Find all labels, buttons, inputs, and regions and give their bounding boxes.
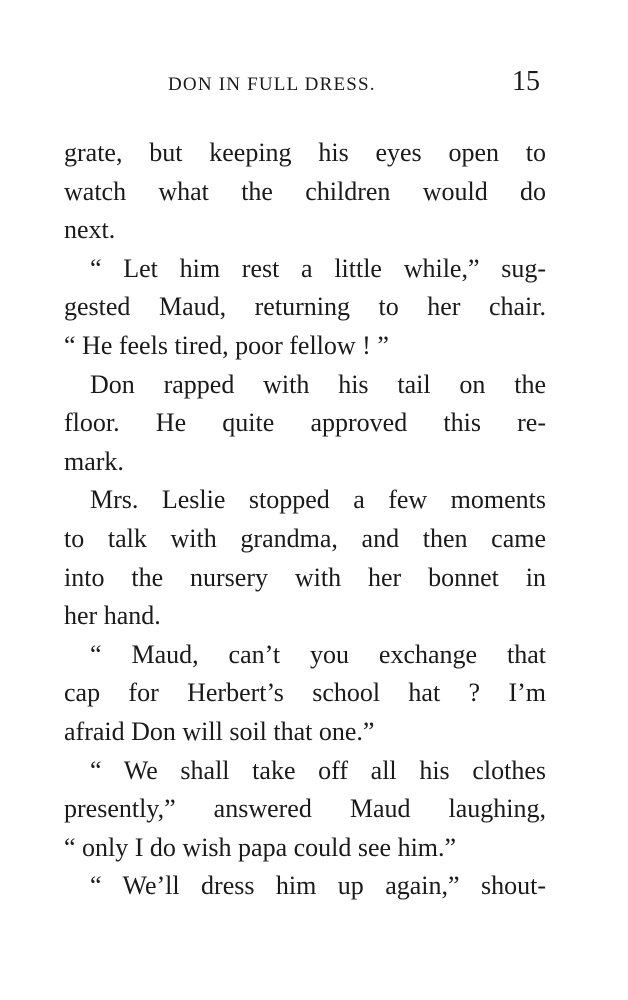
text-line: to talk with grandma, and then came [64, 523, 546, 553]
text-line: Mrs. Leslie stopped a few moments [90, 485, 546, 515]
page-number: 15 [512, 66, 540, 97]
text-line: grate, but keeping his eyes open to [64, 138, 546, 167]
text-line: afraid Don will soil that one.” [64, 716, 375, 746]
text-line: watch what the children would do [64, 176, 546, 206]
text-line: Don rapped with his tail on the [90, 369, 546, 399]
running-head [64, 66, 548, 100]
running-title: DON IN FULL DRESS. [168, 74, 376, 95]
text-line: cap for Herbert’s school hat ? I’m [64, 678, 546, 708]
text-line: “ Let him rest a little while,” sug- [90, 253, 546, 283]
text-line: “ We’ll dress him up again,” shout- [90, 871, 546, 901]
text-line: presently,” answered Maud laughing, [64, 794, 546, 824]
text-line: “ only I do wish papa could see him.” [64, 832, 457, 862]
body-text [64, 134, 546, 906]
text-line: into the nursery with her bonnet in [64, 562, 546, 592]
text-line: “ He feels tired, poor fellow ! ” [64, 330, 389, 360]
text-line: floor. He quite approved this re- [64, 408, 546, 438]
text-line: her hand. [64, 601, 161, 631]
text-line: “ Maud, can’t you exchange that [90, 639, 546, 669]
text-line: “ We shall take off all his clothes [90, 755, 546, 785]
text-line: gested Maud, returning to her chair. [64, 292, 546, 322]
text-line: mark. [64, 446, 124, 476]
text-line: next. [64, 215, 116, 245]
